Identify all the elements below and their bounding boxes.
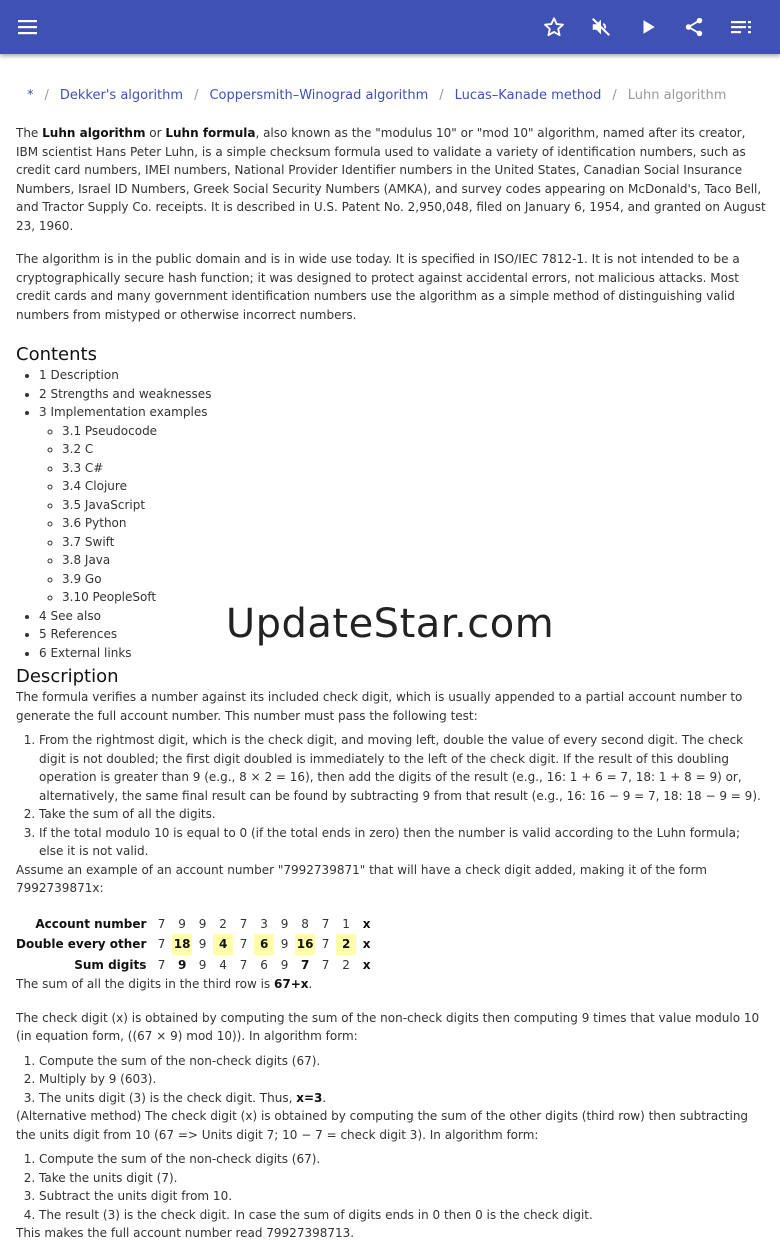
toc-subitem[interactable]: ◦ 3.10 PeopleSoft — [62, 588, 768, 607]
toc-item-label[interactable]: 3 Implementation examples — [39, 405, 208, 419]
intro-paragraph — [16, 124, 768, 235]
table-cell: 4 — [219, 957, 227, 972]
table-cell: 1 — [342, 916, 350, 931]
table-cell: 7 — [157, 937, 166, 951]
toc-subitem[interactable]: ◦ 3.9 Go — [62, 570, 768, 589]
sum-text — [16, 975, 768, 994]
table-cell: 9 — [280, 937, 289, 951]
list-item: 1. From the rightmost digit, which is the check digit, and moving left, double the value of every second digit. The check digit is not doubled; the first digit doubled is immediately to the left of the check digit. If the result of this doubling operation is greater than 9 (e.g., 8 × 2 = 16), then add the digits of the result (e.g., 16: 1 + 6 = 7, 18: 1 + 8 = 9) or, alternatively, the same final result can be found by subtracting 9 from that result (e.g., 16: 16 − 9 = 7, 18: 18 − 9 = 9). — [39, 731, 768, 805]
table-cell: 7 — [300, 957, 310, 972]
final-account-text: This makes the full account number read 79927398713. — [16, 1226, 355, 1240]
table-cell-highlight: 16 — [295, 934, 316, 955]
table-cell: 2 — [219, 916, 227, 931]
table-cell: 7 — [239, 957, 248, 972]
row-label: Sum digits — [74, 957, 147, 972]
toc-subitem[interactable]: ◦ 3.1 Pseudocode — [62, 422, 768, 441]
article-body — [16, 124, 768, 1243]
table-cell: x — [362, 916, 371, 931]
table-cell: x — [362, 937, 371, 951]
table-cell-highlight: 6 — [254, 934, 275, 955]
list-item: 2. Multiply by 9 (603). — [39, 1070, 768, 1089]
list-item: 3. If the total modulo 10 is equal to 0 (if the total ends in zero) then the number is valid according to the Luhn formula; else it is not valid. — [39, 824, 768, 861]
table-cell-highlight: 18 — [172, 934, 193, 955]
playlist-icon[interactable] — [728, 14, 754, 40]
intro-paragraph-2: The algorithm is in the public domain and is in wide use today. It is specified in ISO/IEC 7812-1. It is not intended to be a cryptographically secure hash function; it was designed to protect against accidental errors, not malicious attacks. Most credit cards and many government identification numbers use the algorithm as a simple method of distinguishing valid numbers from mistyped or otherwise incorrect numbers. — [16, 252, 740, 322]
list-item: 4. The result (3) is the check digit. In case the sum of digits ends in 0 then 0 is the check digit. — [39, 1206, 768, 1225]
list-item — [39, 1089, 768, 1108]
table-cell: 7 — [321, 916, 330, 931]
sum-value: 67+x — [274, 977, 309, 991]
toc-subitem[interactable]: ◦ 3.8 Java — [62, 551, 768, 570]
intro-text: , also known as the "modulus 10" or "mod 10" algorithm, named after its creator, IBM scientist Hans Peter Luhn, is a simple checksum formula used to validate a variety of identification numbers, such as credit card numbers, IMEI numbers, National Provider Identifier numbers in the United States, Canadian Social Insurance Numbers, Israel ID Numbers, Greek Social Security Numbers (AMKA), and survey codes appearing on McDonald's, Taco Bell, and Tractor Supply Co. receipts. It is described in U.S. Patent No. 2,950,048, filed on January 6, 1954, and granted on August 23, 1960. — [16, 126, 766, 233]
breadcrumb — [27, 88, 726, 103]
breadcrumb-home[interactable]: * — [27, 88, 34, 103]
sum-text-part: . — [308, 977, 313, 991]
table-cell-highlight: 2 — [336, 934, 357, 955]
contents-heading: Contents — [16, 344, 97, 365]
play-icon[interactable] — [635, 14, 661, 40]
toc-item[interactable]: • 5 References — [39, 625, 768, 644]
list-item: 1. Compute the sum of the non-check digits (67). — [39, 1052, 768, 1071]
table-cell: 7 — [157, 916, 166, 931]
luhn-table — [16, 914, 377, 976]
table-cell: 9 — [280, 957, 289, 972]
breadcrumb-separator: / — [194, 88, 199, 103]
check-digit-value: x=3 — [296, 1090, 323, 1105]
intro-text: The — [16, 126, 43, 140]
breadcrumb-separator: / — [612, 88, 617, 103]
list-item: 3. Subtract the units digit from 10. — [39, 1187, 768, 1206]
table-cell: 8 — [301, 916, 309, 931]
table-cell: 9 — [198, 937, 207, 951]
toc-sublist — [39, 422, 768, 607]
breadcrumb-item[interactable]: Coppersmith–Winograd algorithm — [209, 88, 429, 103]
toc-subitem[interactable]: ◦ 3.6 Python — [62, 514, 768, 533]
watermark: UpdateStar.com — [225, 601, 555, 647]
table-cell: 9 — [177, 957, 187, 972]
table-row — [16, 955, 377, 976]
table-cell: 9 — [198, 957, 207, 972]
table-cell-highlight: 4 — [213, 934, 234, 955]
volume-off-icon[interactable] — [588, 14, 614, 40]
term-luhn-algorithm: Luhn algorithm — [42, 126, 146, 140]
alternative-steps — [16, 1150, 768, 1224]
table-row — [16, 914, 377, 935]
breadcrumb-item[interactable]: Lucas–Kanade method — [454, 88, 602, 103]
description-heading: Description — [16, 666, 119, 687]
table-cell: 9 — [280, 916, 289, 931]
table-row — [16, 934, 377, 955]
table-cell: 6 — [260, 957, 268, 972]
description-paragraph: The formula verifies a number against its included check digit, which is usually appended to a partial account number to generate the full account number. This number must pass the following test: — [16, 690, 743, 723]
alternative-method-paragraph: (Alternative method) The check digit (x) is obtained by computing the sum of the other digits (third row) then subtracting the units digit from 10 (67 => Units digit 7; 10 − 7 = check digit 3). In algorithm form: — [16, 1109, 749, 1142]
breadcrumb-separator: / — [439, 88, 444, 103]
table-cell: 7 — [239, 916, 248, 931]
menu-icon[interactable] — [15, 14, 41, 40]
table-of-contents — [16, 366, 768, 662]
list-item-text: The units digit (3) is the check digit. Thus, — [39, 1090, 297, 1105]
example-text: Assume an example of an account number "7992739871" that will have a check digit added, making it of the form 7992739871x: — [16, 862, 707, 895]
share-icon[interactable] — [681, 14, 707, 40]
breadcrumb-current: Luhn algorithm — [627, 88, 727, 103]
table-cell: 9 — [178, 916, 186, 931]
list-item: 2. Take the sum of all the digits. — [39, 805, 768, 824]
sum-text-part: The sum of all the digits in the third row is — [16, 977, 274, 991]
term-luhn-formula: Luhn formula — [165, 126, 256, 140]
toc-item[interactable]: • 2 Strengths and weaknesses — [39, 385, 768, 404]
table-cell: 2 — [342, 957, 350, 972]
star-outline-icon[interactable] — [541, 14, 567, 40]
toc-item[interactable] — [39, 403, 768, 607]
toc-item[interactable]: • 1 Description — [39, 366, 768, 385]
check-digit-paragraph: The check digit (x) is obtained by computing the sum of the non-check digits then computing 9 times that value modulo 10 (in equation form, ((67 × 9) mod 10)). In algorithm form: — [16, 1010, 760, 1043]
list-item: 2. Take the units digit (7). — [39, 1169, 768, 1188]
table-cell: 9 — [198, 916, 207, 931]
algorithm-steps — [16, 1052, 768, 1108]
toc-subitem[interactable]: ◦ 3.4 Clojure — [62, 477, 768, 496]
toc-subitem[interactable]: ◦ 3.2 C — [62, 440, 768, 459]
toc-item[interactable]: • 4 See also — [39, 607, 768, 626]
app-bar — [0, 0, 780, 54]
breadcrumb-separator: / — [44, 88, 49, 103]
table-cell: 7 — [321, 937, 330, 951]
table-cell: 7 — [157, 957, 166, 972]
toc-subitem[interactable]: ◦ 3.3 C# — [62, 459, 768, 478]
table-cell: x — [362, 957, 371, 972]
row-label: Account number — [35, 916, 147, 931]
validation-steps — [16, 731, 768, 861]
list-item-text: . — [322, 1090, 327, 1105]
table-cell: 7 — [239, 937, 248, 951]
row-label: Double every other — [16, 937, 147, 951]
toc-subitem[interactable]: ◦ 3.7 Swift — [62, 533, 768, 552]
toc-subitem[interactable]: ◦ 3.5 JavaScript — [62, 496, 768, 515]
list-item: 1. Compute the sum of the non-check digits (67). — [39, 1150, 768, 1169]
breadcrumb-item[interactable]: Dekker's algorithm — [59, 88, 184, 103]
toc-item[interactable]: • 6 External links — [39, 644, 768, 663]
intro-text: or — [145, 126, 166, 140]
table-cell: 3 — [260, 916, 268, 931]
table-cell: 7 — [321, 957, 330, 972]
